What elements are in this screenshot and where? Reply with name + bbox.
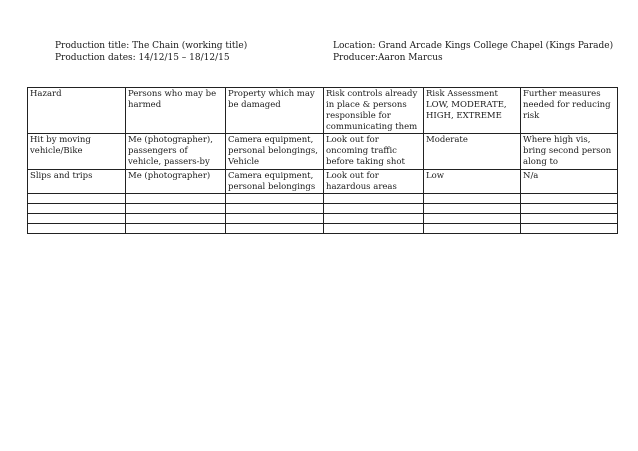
header-risk-assessment: Risk Assessment LOW, MODERATE, HIGH, EXTREME [424,88,521,134]
location: Location: Grand Arcade Kings College Chapel (Kings Parade) [333,41,614,51]
producer: Producer:Aaron Marcus [333,53,443,63]
cell-hazard: Slips and trips [28,170,126,194]
header-hazard: Hazard [28,88,126,134]
empty-cell [424,214,521,224]
cell-assessment: Low [424,170,521,194]
cell-property: Camera equipment, personal belongings, Vehicle [226,134,324,170]
header-risk-controls: Risk controls already in place & persons responsible for communicating them [324,88,424,134]
empty-row [28,204,618,214]
cell-property: Camera equipment, personal belongings [226,170,324,194]
empty-cell [126,224,226,234]
empty-cell [28,214,126,224]
cell-measures: Where high vis, bring second person along to [521,134,618,170]
empty-cell [521,214,618,224]
production-info [55,40,247,64]
empty-cell [521,224,618,234]
table-header-row [28,88,618,134]
empty-cell [28,224,126,234]
empty-row [28,224,618,234]
empty-row [28,194,618,204]
cell-measures: N/a [521,170,618,194]
empty-cell [521,204,618,214]
empty-cell [126,204,226,214]
cell-controls: Look out for oncoming traffic before taking shot [324,134,424,170]
empty-cell [226,204,324,214]
empty-row [28,214,618,224]
cell-persons: Me (photographer), passengers of vehicle, passers-by [126,134,226,170]
table-row [28,134,618,170]
empty-cell [324,194,424,204]
production-title: Production title: The Chain (working title) [55,41,248,51]
empty-cell [521,194,618,204]
empty-cell [28,194,126,204]
empty-cell [126,214,226,224]
header-property-damaged: Property which may be damaged [226,88,324,134]
cell-persons: Me (photographer) [126,170,226,194]
risk-assessment-table [27,87,618,234]
empty-cell [324,224,424,234]
cell-assessment: Moderate [424,134,521,170]
empty-cell [226,224,324,234]
cell-controls: Look out for hazardous areas [324,170,424,194]
empty-cell [324,214,424,224]
table-row [28,170,618,194]
empty-cell [324,204,424,214]
empty-cell [126,194,226,204]
header-persons-harmed: Persons who may be harmed [126,88,226,134]
cell-hazard: Hit by moving vehicle/Bike [28,134,126,170]
empty-cell [226,194,324,204]
location-info [333,40,613,64]
empty-cell [424,204,521,214]
empty-cell [424,224,521,234]
empty-cell [424,194,521,204]
production-dates: Production dates: 14/12/15 – 18/12/15 [55,53,230,63]
empty-cell [226,214,324,224]
empty-cell [28,204,126,214]
header-further-measures: Further measures needed for reducing risk [521,88,618,134]
